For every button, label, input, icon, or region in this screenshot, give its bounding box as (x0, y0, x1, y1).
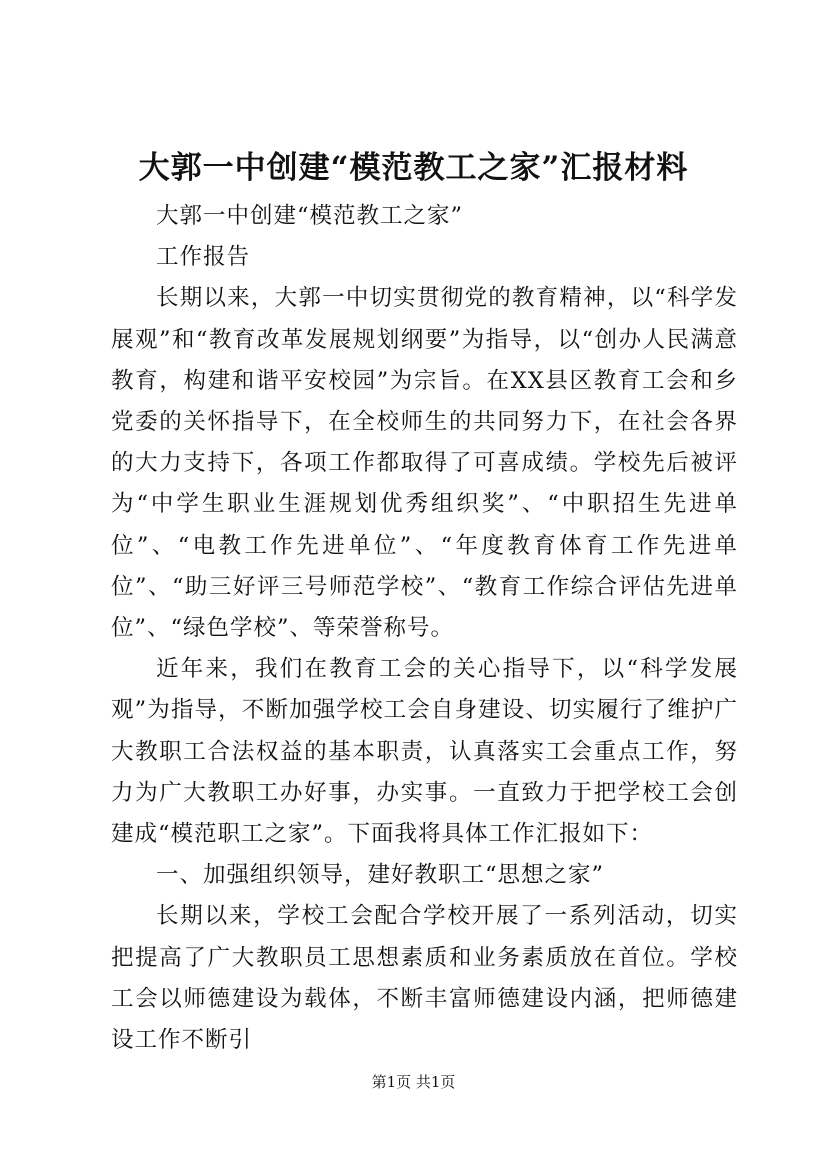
body-paragraph: 近年来，我们在教育工会的关心指导下，以“科学发展观”为指导，不断加强学校工会自身建设、切实履行了维护广大教职工合法权益的基本职责，认真落实工会重点工作，努力为广大教职工办好事，办实事。一直致力于把学校工会创建成“模范职工之家”。下面我将具体工作汇报如下： (111, 656, 738, 848)
page-number: 第1页 共1页 (371, 1073, 456, 1091)
section-heading: 一、加强组织领导，建好教职工“思想之家” (156, 862, 605, 889)
document-title: 大郭一中创建“模范教工之家”汇报材料 (138, 150, 689, 186)
subtitle-line: 工作报告 (156, 244, 251, 271)
subtitle-line: 大郭一中创建“模范教工之家” (156, 203, 464, 229)
body-paragraph: 长期以来，学校工会配合学校开展了一系列活动，切实把提高了广大教职员工思想素质和业务素质放在首位。学校工会以师德建设为载体，不断丰富师德建设内涵，把师德建设工作不断引 (111, 903, 738, 1054)
document-body (111, 196, 738, 1061)
body-paragraph: 长期以来，大郭一中切实贯彻党的教育精神，以“科学发展观”和“教育改革发展规划纲要”为指导，以“创办人民满意教育，构建和谐平安校园”为宗旨。在XX县区教育工会和乡党委的关怀指导下，在全校师生的共同努力下，在社会各界的大力支持下，各项工作都取得了可喜成绩。学校先后被评为“中学生职业生涯规划优秀组织奖”、“中职招生先进单位”、“电教工作先进单位”、“年度教育体育工作先进单位”、“助三好评三号师范学校”、“教育工作综合评估先进单位”、“绿色学校”、等荣誉称号。 (111, 285, 738, 642)
